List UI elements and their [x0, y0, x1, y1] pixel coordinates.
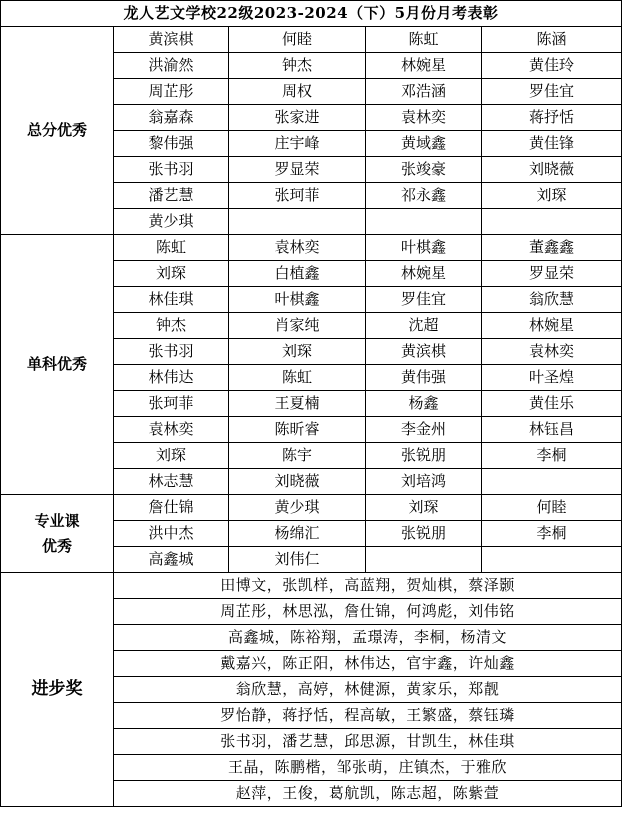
name-cell: 洪渝然 — [114, 53, 229, 79]
name-cell: 钟杰 — [229, 53, 366, 79]
name-cell: 张珂菲 — [114, 391, 229, 417]
name-cell: 詹仕锦 — [114, 495, 229, 521]
name-cell: 陈虹 — [114, 235, 229, 261]
name-cell: 罗显荣 — [229, 157, 366, 183]
name-cell: 杨鑫 — [366, 391, 482, 417]
major-label-line1: 专业课 — [34, 511, 80, 530]
name-cell: 白植鑫 — [229, 261, 366, 287]
progress-names-cell: 王晶，陈鹏楷，邹张萌，庄镇杰，于雅欣 — [114, 755, 622, 781]
name-cell: 黄滨棋 — [366, 339, 482, 365]
progress-names-cell: 翁欣慧，高婷，林健源，黄家乐，郑靓 — [114, 677, 622, 703]
name-cell: 陈昕睿 — [229, 417, 366, 443]
progress-names-cell: 周芷彤，林思泓，詹仕锦，何鸿彪，刘伟铭 — [114, 599, 622, 625]
name-cell: 邓浩涵 — [366, 79, 482, 105]
name-cell — [366, 547, 482, 573]
name-cell: 高鑫城 — [114, 547, 229, 573]
name-cell: 陈虹 — [366, 27, 482, 53]
progress-names-cell: 张书羽，潘艺慧，邱思源，甘凯生，林佳琪 — [114, 729, 622, 755]
name-cell: 张竣豪 — [366, 157, 482, 183]
name-cell: 林婉星 — [366, 261, 482, 287]
single-category-label: 单科优秀 — [1, 235, 114, 495]
name-cell: 林佳琪 — [114, 287, 229, 313]
name-cell: 叶棋鑫 — [229, 287, 366, 313]
name-cell: 蒋抒恬 — [482, 105, 622, 131]
name-cell — [366, 209, 482, 235]
name-cell: 刘培鸿 — [366, 469, 482, 495]
name-cell: 黄佳锋 — [482, 131, 622, 157]
name-cell: 黄少琪 — [114, 209, 229, 235]
name-cell: 翁欣慧 — [482, 287, 622, 313]
name-cell: 黄少琪 — [229, 495, 366, 521]
progress-row — [1, 573, 622, 599]
name-cell: 张锐朋 — [366, 521, 482, 547]
name-cell: 沈超 — [366, 313, 482, 339]
total-category-label: 总分优秀 — [1, 27, 114, 235]
name-cell: 肖家纯 — [229, 313, 366, 339]
name-cell: 张书羽 — [114, 339, 229, 365]
name-cell: 黄伟强 — [366, 365, 482, 391]
name-cell: 洪中杰 — [114, 521, 229, 547]
progress-names-cell: 罗怡静，蒋抒恬，程高敏，王繁盛，蔡钰璘 — [114, 703, 622, 729]
progress-category-label: 进步奖 — [1, 573, 114, 807]
name-cell: 袁林奕 — [229, 235, 366, 261]
name-cell: 张家进 — [229, 105, 366, 131]
name-cell: 刘琛 — [366, 495, 482, 521]
major-row — [1, 495, 622, 521]
name-cell: 陈虹 — [229, 365, 366, 391]
name-cell: 林伟达 — [114, 365, 229, 391]
name-cell: 刘琛 — [114, 443, 229, 469]
name-cell: 钟杰 — [114, 313, 229, 339]
name-cell: 董鑫鑫 — [482, 235, 622, 261]
name-cell: 罗佳宜 — [366, 287, 482, 313]
name-cell: 张锐朋 — [366, 443, 482, 469]
progress-names-cell: 高鑫城，陈裕翔，孟璟涛，李桐，杨清文 — [114, 625, 622, 651]
total-row — [1, 27, 622, 53]
progress-names-cell: 赵萍，王俊，葛航凯，陈志超，陈紫萱 — [114, 781, 622, 807]
name-cell: 刘琛 — [482, 183, 622, 209]
name-cell: 杨绵汇 — [229, 521, 366, 547]
name-cell: 林钰昌 — [482, 417, 622, 443]
single-row — [1, 235, 622, 261]
name-cell: 袁林奕 — [482, 339, 622, 365]
name-cell: 黎伟强 — [114, 131, 229, 157]
name-cell: 叶棋鑫 — [366, 235, 482, 261]
name-cell: 翁嘉森 — [114, 105, 229, 131]
name-cell: 刘晓薇 — [229, 469, 366, 495]
title-row — [1, 1, 622, 27]
name-cell — [482, 469, 622, 495]
name-cell: 叶圣煌 — [482, 365, 622, 391]
name-cell: 刘伟仁 — [229, 547, 366, 573]
name-cell — [229, 209, 366, 235]
name-cell: 刘晓薇 — [482, 157, 622, 183]
major-category-label — [1, 495, 114, 573]
progress-names-cell: 戴嘉兴，陈正阳，林伟达，官宇鑫，许灿鑫 — [114, 651, 622, 677]
name-cell: 李金州 — [366, 417, 482, 443]
name-cell: 罗显荣 — [482, 261, 622, 287]
name-cell: 林婉星 — [482, 313, 622, 339]
name-cell: 李桐 — [482, 443, 622, 469]
name-cell: 黄滨棋 — [114, 27, 229, 53]
name-cell: 祁永鑫 — [366, 183, 482, 209]
name-cell: 周芷彤 — [114, 79, 229, 105]
name-cell: 潘艺慧 — [114, 183, 229, 209]
name-cell: 黄佳乐 — [482, 391, 622, 417]
major-label-line2: 优秀 — [41, 536, 72, 555]
name-cell: 陈宇 — [229, 443, 366, 469]
name-cell: 庄宇峰 — [229, 131, 366, 157]
progress-names-cell: 田博文，张凯样，高蓝翔，贺灿棋，蔡泽颢 — [114, 573, 622, 599]
name-cell: 刘琛 — [229, 339, 366, 365]
document-title: 龙人艺文学校22级2023-2024（下）5月份月考表彰 — [1, 1, 622, 27]
name-cell: 何睦 — [229, 27, 366, 53]
name-cell: 何睦 — [482, 495, 622, 521]
name-cell: 张珂菲 — [229, 183, 366, 209]
name-cell: 林志慧 — [114, 469, 229, 495]
name-cell: 袁林奕 — [366, 105, 482, 131]
name-cell: 罗佳宜 — [482, 79, 622, 105]
name-cell: 陈涵 — [482, 27, 622, 53]
name-cell: 李桐 — [482, 521, 622, 547]
name-cell: 黄佳玲 — [482, 53, 622, 79]
name-cell — [482, 547, 622, 573]
name-cell: 刘琛 — [114, 261, 229, 287]
name-cell — [482, 209, 622, 235]
name-cell: 袁林奕 — [114, 417, 229, 443]
name-cell: 张书羽 — [114, 157, 229, 183]
name-cell: 王夏楠 — [229, 391, 366, 417]
name-cell: 林婉星 — [366, 53, 482, 79]
name-cell: 黄域鑫 — [366, 131, 482, 157]
name-cell: 周权 — [229, 79, 366, 105]
